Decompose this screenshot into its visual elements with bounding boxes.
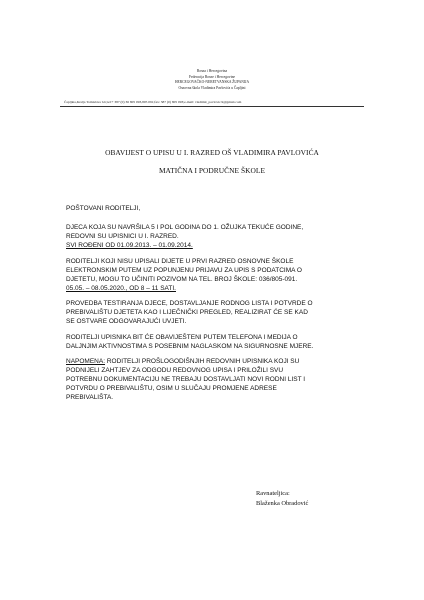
letterhead-divider [60,106,364,107]
letterhead-line: Bosna i Hercegovina [196,69,228,73]
paragraph-line: RODITELJI UPISNIKA BIT ĆE OBAVIJEŠTENI PUTEM TELEFONA I MEDIJA O [66,333,298,341]
signature-name: Blaženka Obradović [256,500,309,507]
paragraph-line: SE OSTVARE ODGOVARAJUĆI UVJETI. [66,318,187,325]
letterhead-line: HERCEGOVAČKO-NERETVANSKA ŽUPANIJA [174,80,250,85]
paragraph-line: POTVRDU O PREBIVALIŠTU, OSIM U SLUČAJU PROMJENE ADRESE [66,385,277,392]
letterhead-line: Federacija Bosne i Hercegovine [188,74,235,79]
paragraph-line: RODITELJI PROŠLOGODIŠNJIH REDOVNIH UPISNIKA KOJI SU [105,358,300,365]
paragraph-line: ELEKTRONSKIM PUTEM UZ POPUNJENU PRIJAVU ZA UPIS S PODATCIMA O [66,266,302,274]
paragraph-line: POTREBNU DOKUMENTACIJU NE TREBAJU DOSTAVLJATI NOVI RODNI LIST I [66,376,306,383]
note-label: NAPOMENA: [66,358,106,365]
paragraph-line: RODITELJI KOJI NISU UPISALI DIJETE U PRVI RAZRED OSNOVNE ŠKOLE [66,257,294,265]
paragraph-enrollment-age [66,223,362,250]
paragraph-phone-enrollment [66,257,362,293]
paragraph-line: PREBIVALIŠTA. [66,394,114,401]
signature-block [256,489,308,509]
letterhead-contact: Čapljina,Kralja Tomislava b.b;tel:+ 387 (0) 36 805 093,805 091;fax: 387 (0) 805 093;e-mail: vladimir_pavlovic.9@gmail.com [64,100,242,104]
paragraph-line: REDOVNI SU UPISNICI U I. RAZRED. [66,233,179,240]
paragraph-line: DJETETU, MOGU TO UČINITI POZIVOM NA TEL. BROJ ŠKOLE: 036/805-091. [66,275,298,283]
letterhead [60,69,364,91]
greeting-text: POŠTOVANI RODITELJI, [66,205,141,212]
paragraph-testing [66,299,362,326]
paragraph-notification [66,333,362,351]
document-subtitle: MATIČNA I PODRUČNE ŠKOLE [158,166,266,175]
paragraph-line: PREBIVALIŠTU DJETETA KAO I LIJEČNIČKI PREGLED, REALIZIRAT ĆE SE KAD [66,309,308,316]
paragraph-line: DJECA KOJA SU NAVRŠILA 5 I POL GODINA DO 1. OŽUJKA TEKUĆE GODINE, [66,224,304,231]
document-title: OBAVIJEST O UPISU U I. RAZRED OŠ VLADIMIRA PAVLOVIĆA [105,148,319,157]
greeting [66,204,362,213]
document-body [66,204,362,409]
signature-role: Ravnateljica: [256,490,290,497]
paragraph-line: PODNIJELI ZAHTJEV ZA ODGODU REDOVNOG UPISA I PRILOŽILI SVU [66,367,284,374]
enrollment-dates: 05.05. – 08.05.2020., OD 8 – 11 SATI. [66,284,176,292]
birth-date-range: SVI ROĐENI OD 01.09.2013. – 01.09.2014. [66,242,193,249]
paragraph-line: PROVEDBA TESTIRANJA DJECE, DOSTAVLJANJE RODNOG LISTA I POTVRDE O [66,300,313,307]
paragraph-line: DALJNJIM AKTIVNOSTIMA S POSEBNIM NAGLASKOM NA SIGURNOSNE MJERE. [66,342,314,350]
paragraph-note [66,357,362,402]
note-first-line [66,357,362,366]
letterhead-line: Osnovna škola Vladimira Pavlovića u Čapljini [178,85,246,90]
